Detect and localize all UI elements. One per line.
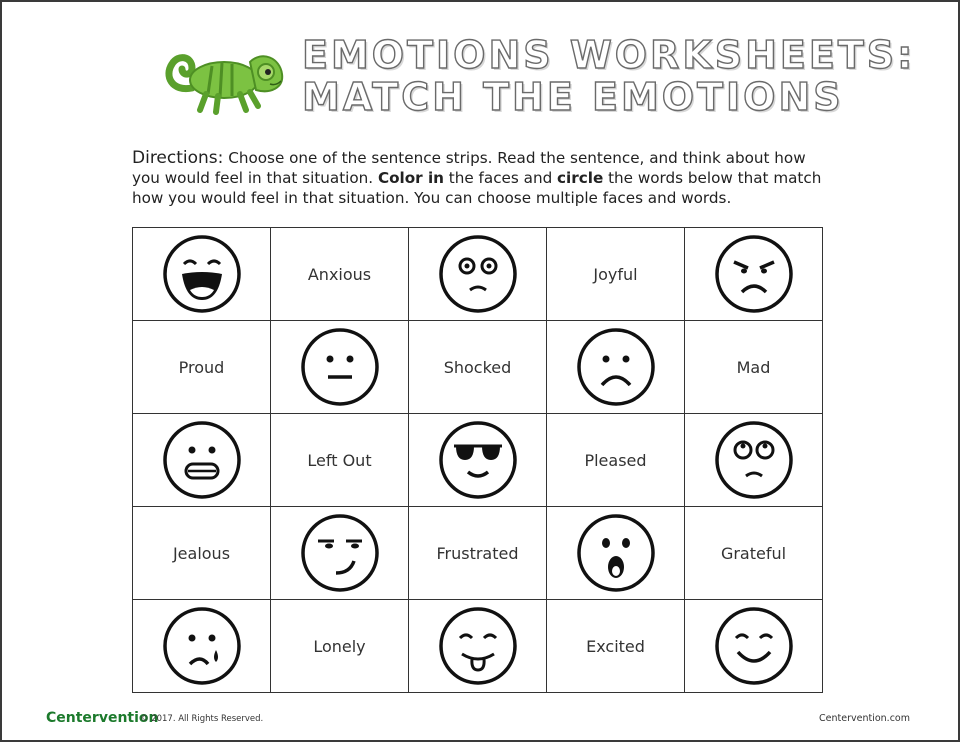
- emotion-word: Lonely: [313, 636, 366, 656]
- surprised-face-icon: [576, 513, 656, 593]
- emotion-word: Shocked: [443, 357, 512, 377]
- worksheet-title: [302, 33, 916, 119]
- angry-face-icon: [714, 234, 794, 314]
- site-url: Centervention.com: [819, 713, 910, 724]
- grid-row: [133, 600, 823, 693]
- face-cell: [685, 228, 823, 321]
- face-cell: [271, 507, 409, 600]
- emotion-word-cell: [409, 321, 547, 414]
- emotion-word: Left Out: [307, 450, 372, 470]
- emotion-word-cell: [547, 414, 685, 507]
- face-cell: [133, 600, 271, 693]
- emotion-word-cell: [271, 228, 409, 321]
- emotion-word: Joyful: [593, 264, 638, 284]
- emotion-word: Mad: [736, 357, 771, 377]
- laughing-face-icon: [162, 234, 242, 314]
- neutral-face-icon: [300, 327, 380, 407]
- chameleon-icon: [162, 36, 288, 116]
- face-cell: [547, 507, 685, 600]
- emotion-word-cell: [685, 321, 823, 414]
- emotion-word-cell: [547, 600, 685, 693]
- tongue-out-face-icon: [438, 606, 518, 686]
- copyright-text: © 2017. All Rights Reserved.: [140, 714, 264, 724]
- face-cell: [547, 321, 685, 414]
- emotion-word: Jealous: [172, 543, 231, 563]
- face-cell: [409, 228, 547, 321]
- emotion-word: Anxious: [307, 264, 372, 284]
- grid-row: [133, 507, 823, 600]
- grimacing-face-icon: [162, 420, 242, 500]
- face-cell: [133, 414, 271, 507]
- emotion-word: Excited: [586, 636, 645, 656]
- directions-bold-color-in: Color in: [377, 169, 444, 187]
- directions-part-1: Choose one of the sentence strips. Read the sentence, and think about how you would feel in that situation.: [132, 149, 806, 187]
- grid-row: [133, 414, 823, 507]
- worried-face-icon: [438, 234, 518, 314]
- emotion-word: Pleased: [584, 450, 647, 470]
- title-line-2: MATCH THE EMOTIONS: [302, 75, 844, 119]
- crying-face-icon: [162, 606, 242, 686]
- emotion-word-cell: [271, 414, 409, 507]
- grid-row: [133, 321, 823, 414]
- face-cell: [685, 600, 823, 693]
- emotions-grid: [132, 227, 823, 693]
- face-cell: [271, 321, 409, 414]
- emotion-word: Frustrated: [436, 543, 519, 563]
- face-cell: [133, 228, 271, 321]
- face-cell: [409, 600, 547, 693]
- directions-bold-circle: circle: [557, 169, 604, 187]
- emotion-word-cell: [547, 228, 685, 321]
- content-smile-face-icon: [714, 606, 794, 686]
- emotion-word-cell: [133, 321, 271, 414]
- emotion-word: Grateful: [720, 543, 787, 563]
- sad-face-icon: [576, 327, 656, 407]
- title-line-1: EMOTIONS WORKSHEETS:: [302, 33, 916, 77]
- emotion-word-cell: [685, 507, 823, 600]
- face-cell: [409, 414, 547, 507]
- face-cell: [685, 414, 823, 507]
- directions-part-3: the words below that match how you would feel in that situation. You can choose multiple faces and words.: [132, 169, 822, 207]
- directions-text: [132, 148, 832, 208]
- smirking-face-icon: [300, 513, 380, 593]
- grid-row: [133, 228, 823, 321]
- emotion-word-cell: [133, 507, 271, 600]
- emotion-word: Proud: [178, 357, 225, 377]
- directions-label: Directions:: [132, 148, 224, 168]
- emotion-word-cell: [271, 600, 409, 693]
- eye-roll-face-icon: [714, 420, 794, 500]
- centervention-logo: Centervention: [46, 710, 159, 726]
- directions-part-2: the faces and: [443, 169, 558, 187]
- emotion-word-cell: [409, 507, 547, 600]
- sunglasses-face-icon: [438, 420, 518, 500]
